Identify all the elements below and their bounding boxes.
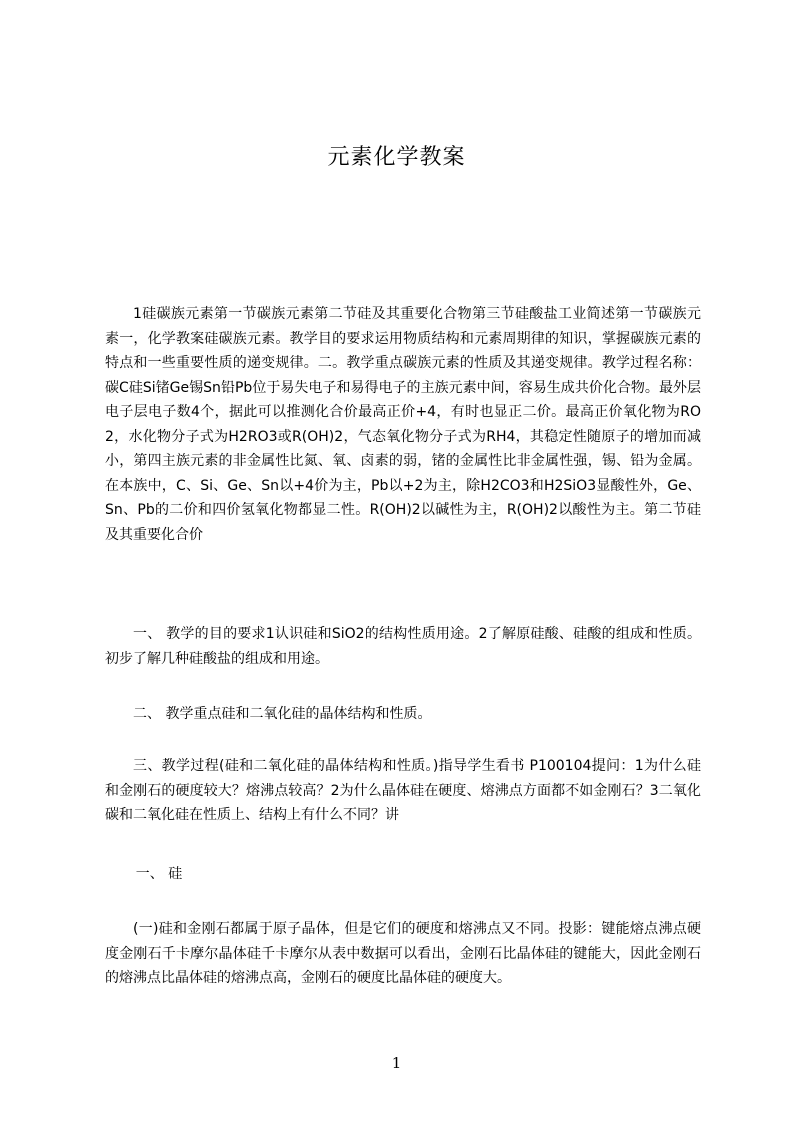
paragraph-teaching-focus: 二、 教学重点硅和二氧化硅的晶体结构和性质。 bbox=[133, 706, 432, 722]
paragraph-overview: 1硅碳族元素第一节碳族元素第二节硅及其重要化合物第三节硅酸盐工业简述第一节碳族元素一，化学教案硅碳族元素。教学目的要求运用物质结构和元素周期律的知识，掌握碳族元素的特点和一些重要性质的递变规律。二。教学重点碳族元素的性质及其递变规律。教学过程名称：碳C硅Si锗Ge锡Sn铅Pb位于易失电子和易得电子的主族元素中间，容易生成共价化合物。最外层电子层电子数4个，据此可以推测化合价最高正价+4，有时也显正二价。最高正价氧化物为RO2，水化物分子式为H2RO3或R(OH)2，气态氧化物分子式为RH4，其稳定性随原子的增加而减小，第四主族元素的非金属性比氮、氧、卤素的弱，锗的金属性比非金属性强，锡、铅为金属。在本族中，C、Si、Ge、Sn以+4价为主，Pb以+2为主，除H2CO3和H2SiO3显酸性外，Ge、Sn、Pb的二价和四价氢氧化物都显二性。R(OH)2以碱性为主，R(OH)2以酸性为主。第二节硅及其重要化合价 bbox=[105, 306, 701, 543]
document-title: 元素化学教案 bbox=[327, 145, 466, 170]
paragraph-silicon-diamond: (一)硅和金刚石都属于原子晶体，但是它们的硬度和熔沸点又不同。投影：键能熔点沸点硬度金刚石千卡摩尔晶体硅千卡摩尔从表中数据可以看出，金刚石比晶体硅的键能大，因此金刚石的熔沸点比晶体硅的熔沸点高，金刚石的硬度比晶体硅的硬度大。 bbox=[105, 921, 701, 986]
paragraph-teaching-process: 三、教学过程(硅和二氧化硅的晶体结构和性质。)指导学生看书 P100104提问：1为什么硅和金刚石的硬度较大？熔沸点较高？2为什么晶体硅在硬度、熔沸点方面都不如金刚石？3二氧化碳和二氧化硅在性质上、结构上有什么不同？讲 bbox=[105, 758, 701, 823]
page-number: 1 bbox=[391, 1054, 402, 1072]
paragraph-teaching-goals: 一、 教学的目的要求1认识硅和SiO2的结构性质用途。2了解原硅酸、硅酸的组成和性质。初步了解几种硅酸盐的组成和用途。 bbox=[105, 626, 701, 667]
section-heading-silicon: 一、 硅 bbox=[135, 866, 183, 882]
